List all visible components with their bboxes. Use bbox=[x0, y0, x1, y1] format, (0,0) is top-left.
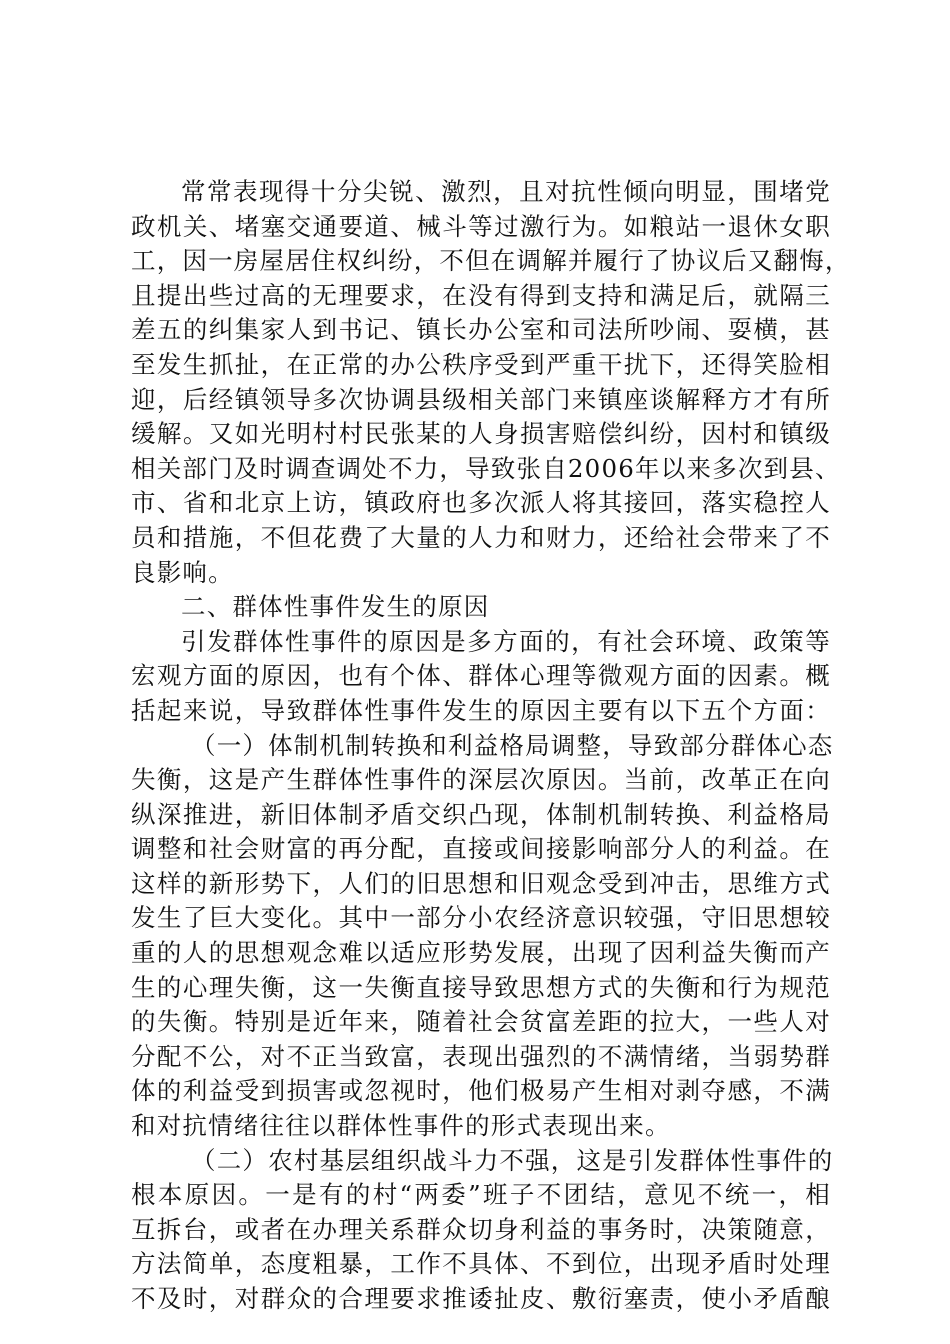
text-line: 括起来说，导致群体性事件发生的原因主要有以下五个方面： bbox=[131, 695, 831, 725]
text-line: 且提出些过高的无理要求，在没有得到支持和满足后，就隔三 bbox=[131, 280, 831, 310]
text-line: 调整和社会财富的再分配，直接或间接影响部分人的利益。在 bbox=[131, 834, 831, 864]
text-line: 的失衡。特别是近年来，随着社会贫富差距的拉大，一些人对 bbox=[131, 1007, 831, 1037]
text-line: 市、省和北京上访，镇政府也多次派人将其接回，落实稳控人 bbox=[131, 488, 831, 518]
subsection-heading: （一）体制机制转换和利益格局调整，导致部分群体心态 bbox=[191, 730, 834, 760]
text-line: 政机关、堵塞交通要道、械斗等过激行为。如粮站一退休女职 bbox=[131, 211, 831, 241]
text-line: 员和措施，不但花费了大量的人力和财力，还给社会带来了不 bbox=[131, 522, 831, 552]
text-line: 良影响。 bbox=[131, 557, 234, 587]
subsection-heading: （二）农村基层组织战斗力不强，这是引发群体性事件的 bbox=[191, 1145, 834, 1175]
text-line: 不及时，对群众的合理要求推诿扯皮、敷衍塞责，使小矛盾酿 bbox=[131, 1284, 831, 1313]
text-line: 重的人的思想观念难以适应形势发展，出现了因利益失衡而产 bbox=[131, 938, 831, 968]
text-line: 失衡，这是产生群体性事件的深层次原因。当前，改革正在向 bbox=[131, 765, 831, 795]
text-line: 迎，后经镇领导多次协调县级相关部门来镇座谈解释方才有所 bbox=[131, 384, 831, 414]
text-line: 工，因一房屋居住权纠纷，不但在调解并履行了协议后又翻悔， bbox=[131, 246, 851, 276]
text-line: 方法简单，态度粗暴，工作不具体、不到位，出现矛盾时处理 bbox=[131, 1249, 831, 1279]
text-line: 根本原因。一是有的村“两委”班子不团结，意见不统一，相 bbox=[131, 1180, 831, 1210]
text-line: 生的心理失衡，这一失衡直接导致思想方式的失衡和行为规范 bbox=[131, 972, 831, 1002]
document-body bbox=[131, 175, 851, 1317]
text-line: 常常表现得十分尖锐、激烈，且对抗性倾向明显，围堵党 bbox=[181, 177, 831, 206]
section-heading: 二、群体性事件发生的原因 bbox=[181, 592, 490, 622]
text-line: 分配不公，对不正当致富，表现出强烈的不满情绪，当弱势群 bbox=[131, 1041, 831, 1071]
text-line: 发生了巨大变化。其中一部分小农经济意识较强，守旧思想较 bbox=[131, 903, 831, 933]
text-line: 引发群体性事件的原因是多方面的，有社会环境、政策等 bbox=[181, 626, 831, 656]
text-line: 体的利益受到损害或忽视时，他们极易产生相对剥夺感，不满 bbox=[131, 1076, 831, 1106]
text-line: 至发生抓扯，在正常的办公秩序受到严重干扰下，还得笑脸相 bbox=[131, 349, 831, 379]
text-line: 这样的新形势下，人们的旧思想和旧观念受到冲击，思维方式 bbox=[131, 868, 831, 898]
text-line: 互拆台，或者在办理关系群众切身利益的事务时，决策随意， bbox=[131, 1214, 831, 1244]
text-line: 缓解。又如光明村村民张某的人身损害赔偿纠纷，因村和镇级 bbox=[131, 419, 831, 449]
text-line: 纵深推进，新旧体制矛盾交织凸现，体制机制转换、利益格局 bbox=[131, 799, 831, 829]
text-line: 相关部门及时调查调处不力，导致张自2006年以来多次到县、 bbox=[131, 453, 841, 483]
text-line: 宏观方面的原因，也有个体、群体心理等微观方面的因素。概 bbox=[131, 661, 831, 691]
text-line: 和对抗情绪往往以群体性事件的形式表现出来。 bbox=[131, 1111, 671, 1141]
text-line: 差五的纠集家人到书记、镇长办公室和司法所吵闹、耍横，甚 bbox=[131, 315, 831, 345]
